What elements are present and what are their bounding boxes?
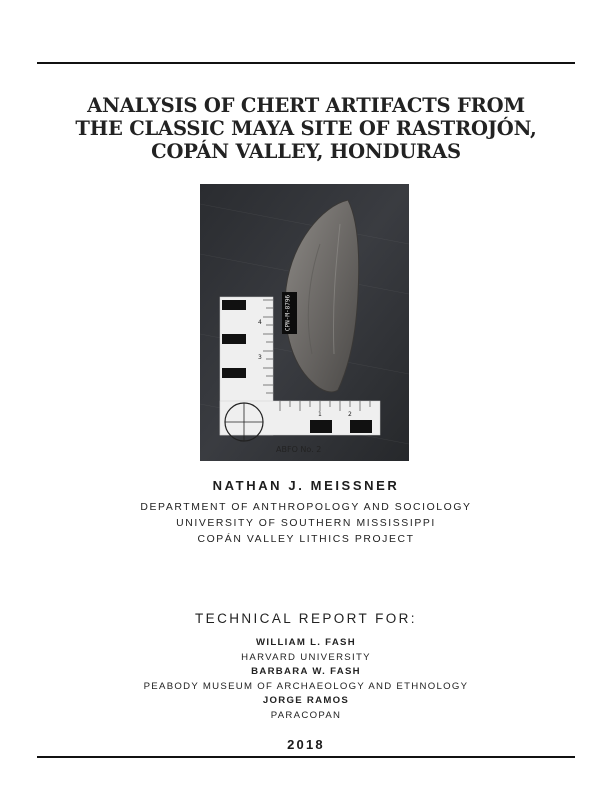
recipient-org: PEABODY MUSEUM OF ARCHAEOLOGY AND ETHNOLOGY [143,680,469,692]
title-line-1: ANALYSIS OF CHERT ARTIFACTS FROM [87,94,525,117]
affiliation-line: COPÁN VALLEY LITHICS PROJECT [197,534,415,545]
scale-number: 3 [258,354,262,361]
scale-number: 1 [318,411,322,418]
affiliation-line: UNIVERSITY OF SOUTHERN MISSISSIPPI [176,518,436,529]
report-year: 2018 [287,737,325,752]
affiliation-line: DEPARTMENT OF ANTHROPOLOGY AND SOCIOLOGY [140,502,472,513]
recipients-list [0,636,612,723]
artifact-label-text: CPN-M-8796 [284,294,292,332]
artifact-photo [200,184,409,461]
recipient-org: PARACOPAN [270,709,342,721]
recipient-name: WILLIAM L. FASH [256,637,356,648]
scale-number: 2 [348,411,352,418]
author-affiliations [0,500,612,548]
author-name: NATHAN J. MEISSNER [212,478,400,493]
recipient-org: HARVARD UNIVERSITY [241,651,371,663]
top-rule [37,62,575,64]
report-heading: TECHNICAL REPORT FOR: [195,611,417,626]
title-line-3: COPÁN VALLEY, HONDURAS [151,140,461,163]
title-line-2: THE CLASSIC MAYA SITE OF RASTROJÓN, [75,117,537,140]
recipient-name: BARBARA W. FASH [251,666,361,677]
recipient-name: JORGE RAMOS [262,695,350,706]
scale-label: ABFO No. 2 [276,445,322,454]
scale-number: 4 [258,319,262,326]
report-title [40,94,572,163]
bottom-rule [37,756,575,758]
